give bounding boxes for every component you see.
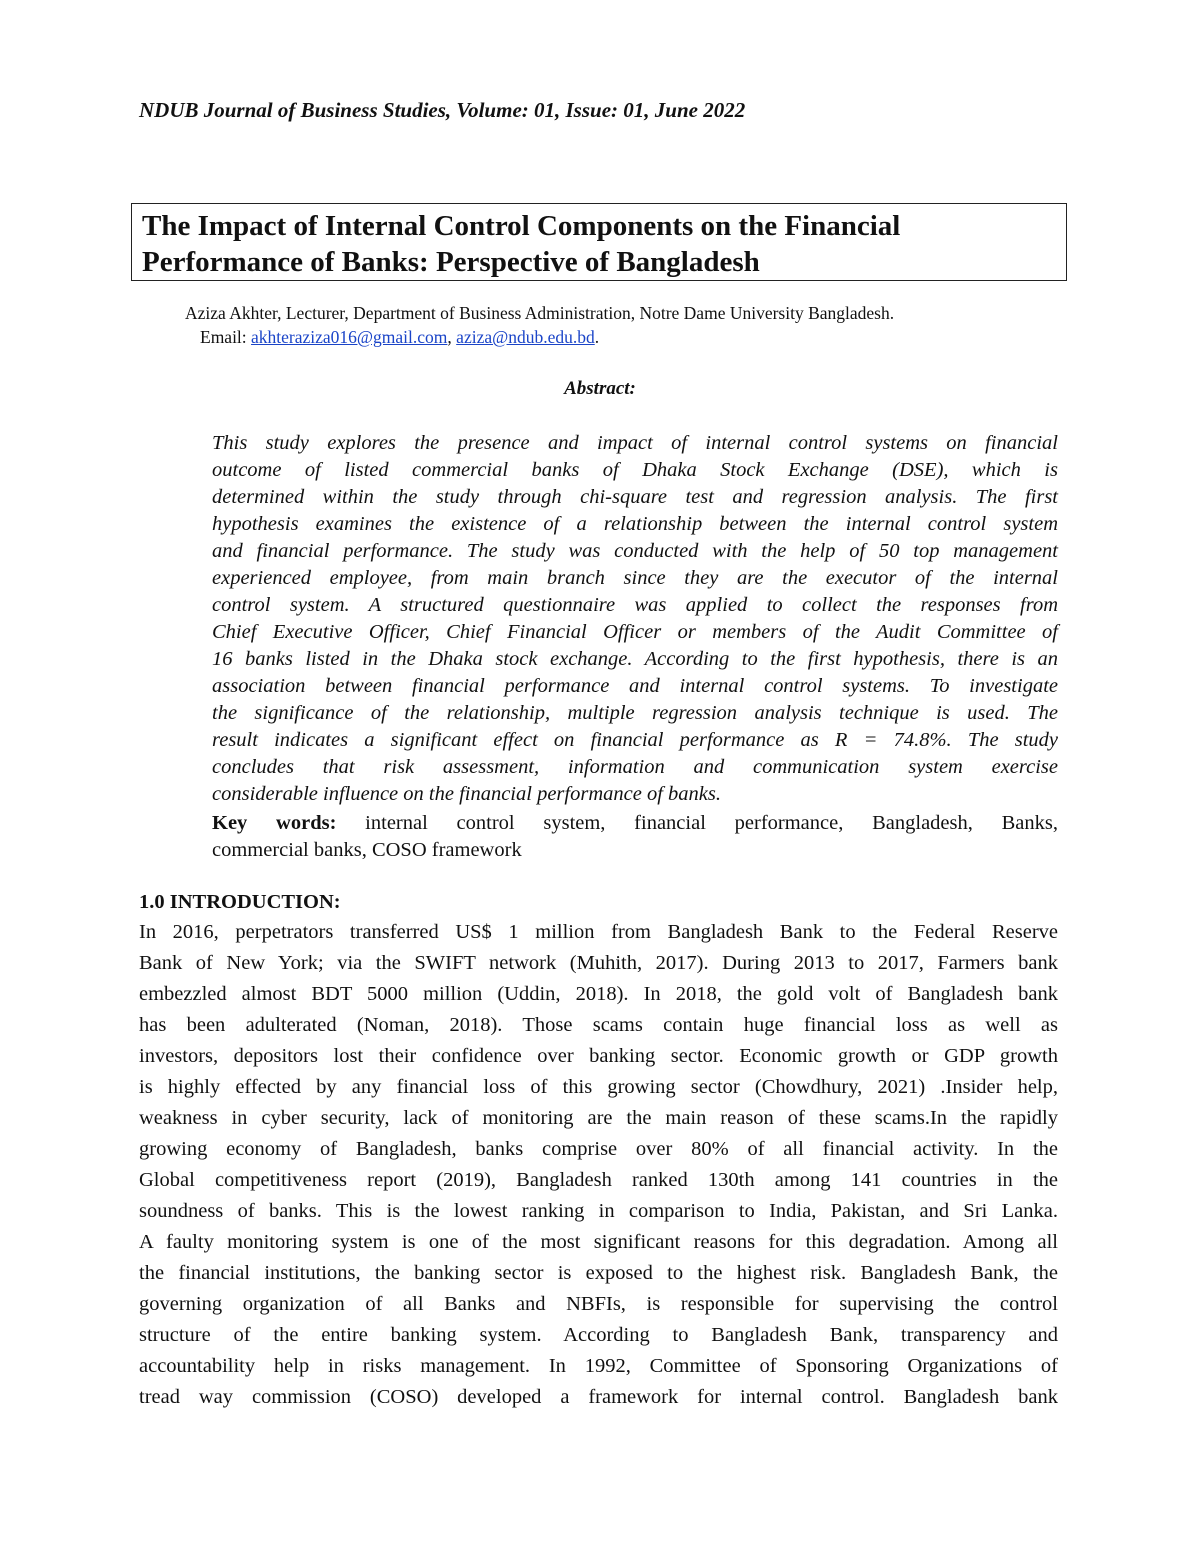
author-email-line — [200, 327, 599, 348]
abstract-heading: Abstract: — [564, 378, 636, 399]
abstract-line: considerable influence on the financial performance of banks. — [212, 783, 721, 805]
introduction-line: Global competitiveness report (2019), Bangladesh ranked 130th among 141 countries in the — [139, 1169, 1058, 1191]
introduction-line: growing economy of Bangladesh, banks comprise over 80% of all financial activity. In the — [139, 1138, 1058, 1160]
abstract-line: Chief Executive Officer, Chief Financial Officer or members of the Audit Committee of — [212, 621, 1058, 643]
email-end: . — [594, 327, 600, 347]
introduction-line: investors, depositors lost their confidence over banking sector. Economic growth or GDP growth — [139, 1045, 1058, 1067]
abstract-line: and financial performance. The study was conducted with the help of 50 top management — [212, 540, 1058, 562]
introduction-line: soundness of banks. This is the lowest ranking in comparison to India, Pakistan, and Sri Lanka. — [139, 1200, 1058, 1222]
abstract-line: control system. A structured questionnaire was applied to collect the responses from — [212, 594, 1058, 616]
abstract-line: association between financial performance and internal control systems. To investigate — [212, 675, 1058, 697]
keywords-label: Key words: — [212, 812, 337, 834]
introduction-line: tread way commission (COSO) developed a framework for internal control. Bangladesh bank — [139, 1386, 1058, 1408]
email-link-ndub[interactable]: aziza@ndub.edu.bd — [456, 327, 595, 347]
introduction-line: In 2016, perpetrators transferred US$ 1 million from Bangladesh Bank to the Federal Reserve — [139, 921, 1058, 943]
abstract-line: outcome of listed commercial banks of Dhaka Stock Exchange (DSE), which is — [212, 459, 1058, 481]
abstract-line: This study explores the presence and impact of internal control systems on financial — [212, 432, 1058, 454]
introduction-heading: 1.0 INTRODUCTION: — [139, 891, 341, 913]
title-box — [131, 203, 1067, 281]
keywords-line-1 — [212, 810, 1058, 837]
abstract-line: 16 banks listed in the Dhaka stock exchange. According to the first hypothesis, there is an — [212, 648, 1058, 670]
abstract-line: the significance of the relationship, multiple regression analysis technique is used. The — [212, 702, 1058, 724]
keywords — [212, 810, 1058, 864]
keywords-text-1: internal control system, financial performance, Bangladesh, Banks, — [336, 812, 1058, 834]
introduction-line: is highly effected by any financial loss of this growing sector (Chowdhury, 2021) .Insider help, — [139, 1076, 1058, 1098]
author-affiliation: Aziza Akhter, Lecturer, Department of Business Administration, Notre Dame University Bangladesh. — [185, 303, 895, 323]
introduction-line: Bank of New York; via the SWIFT network (Muhith, 2017). During 2013 to 2017, Farmers bank — [139, 952, 1058, 974]
email-separator: , — [447, 327, 457, 347]
email-label: Email: — [200, 327, 252, 347]
introduction-line: weakness in cyber security, lack of monitoring are the main reason of these scams.In the rapidly — [139, 1107, 1058, 1129]
abstract-line: result indicates a significant effect on financial performance as R = 74.8%. The study — [212, 729, 1058, 751]
keywords-line-2: commercial banks, COSO framework — [212, 839, 522, 861]
paper-title-line-1: The Impact of Internal Control Components on the Financial — [142, 210, 901, 242]
journal-header: NDUB Journal of Business Studies, Volume: 01, Issue: 01, June 2022 — [139, 98, 746, 122]
paper-title-line-2: Performance of Banks: Perspective of Bangladesh — [142, 246, 760, 278]
introduction-body — [139, 917, 1058, 1413]
introduction-line: A faulty monitoring system is one of the most significant reasons for this degradation. Among all — [139, 1231, 1058, 1253]
abstract-body — [212, 430, 1058, 808]
abstract-line: determined within the study through chi-square test and regression analysis. The first — [212, 486, 1058, 508]
introduction-line: embezzled almost BDT 5000 million (Uddin, 2018). In 2018, the gold volt of Bangladesh bank — [139, 983, 1058, 1005]
email-link-gmail[interactable]: akhteraziza016@gmail.com — [251, 327, 448, 347]
abstract-line: hypothesis examines the existence of a relationship between the internal control system — [212, 513, 1058, 535]
abstract-line: experienced employee, from main branch since they are the executor of the internal — [212, 567, 1058, 589]
introduction-line: has been adulterated (Noman, 2018). Those scams contain huge financial loss as well as — [139, 1014, 1058, 1036]
introduction-line: structure of the entire banking system. According to Bangladesh Bank, transparency and — [139, 1324, 1058, 1346]
introduction-line: accountability help in risks management. In 1992, Committee of Sponsoring Organizations of — [139, 1355, 1058, 1377]
introduction-line: the financial institutions, the banking sector is exposed to the highest risk. Bangladesh Bank, the — [139, 1262, 1058, 1284]
introduction-line: governing organization of all Banks and NBFIs, is responsible for supervising the control — [139, 1293, 1058, 1315]
abstract-line: concludes that risk assessment, information and communication system exercise — [212, 756, 1058, 778]
